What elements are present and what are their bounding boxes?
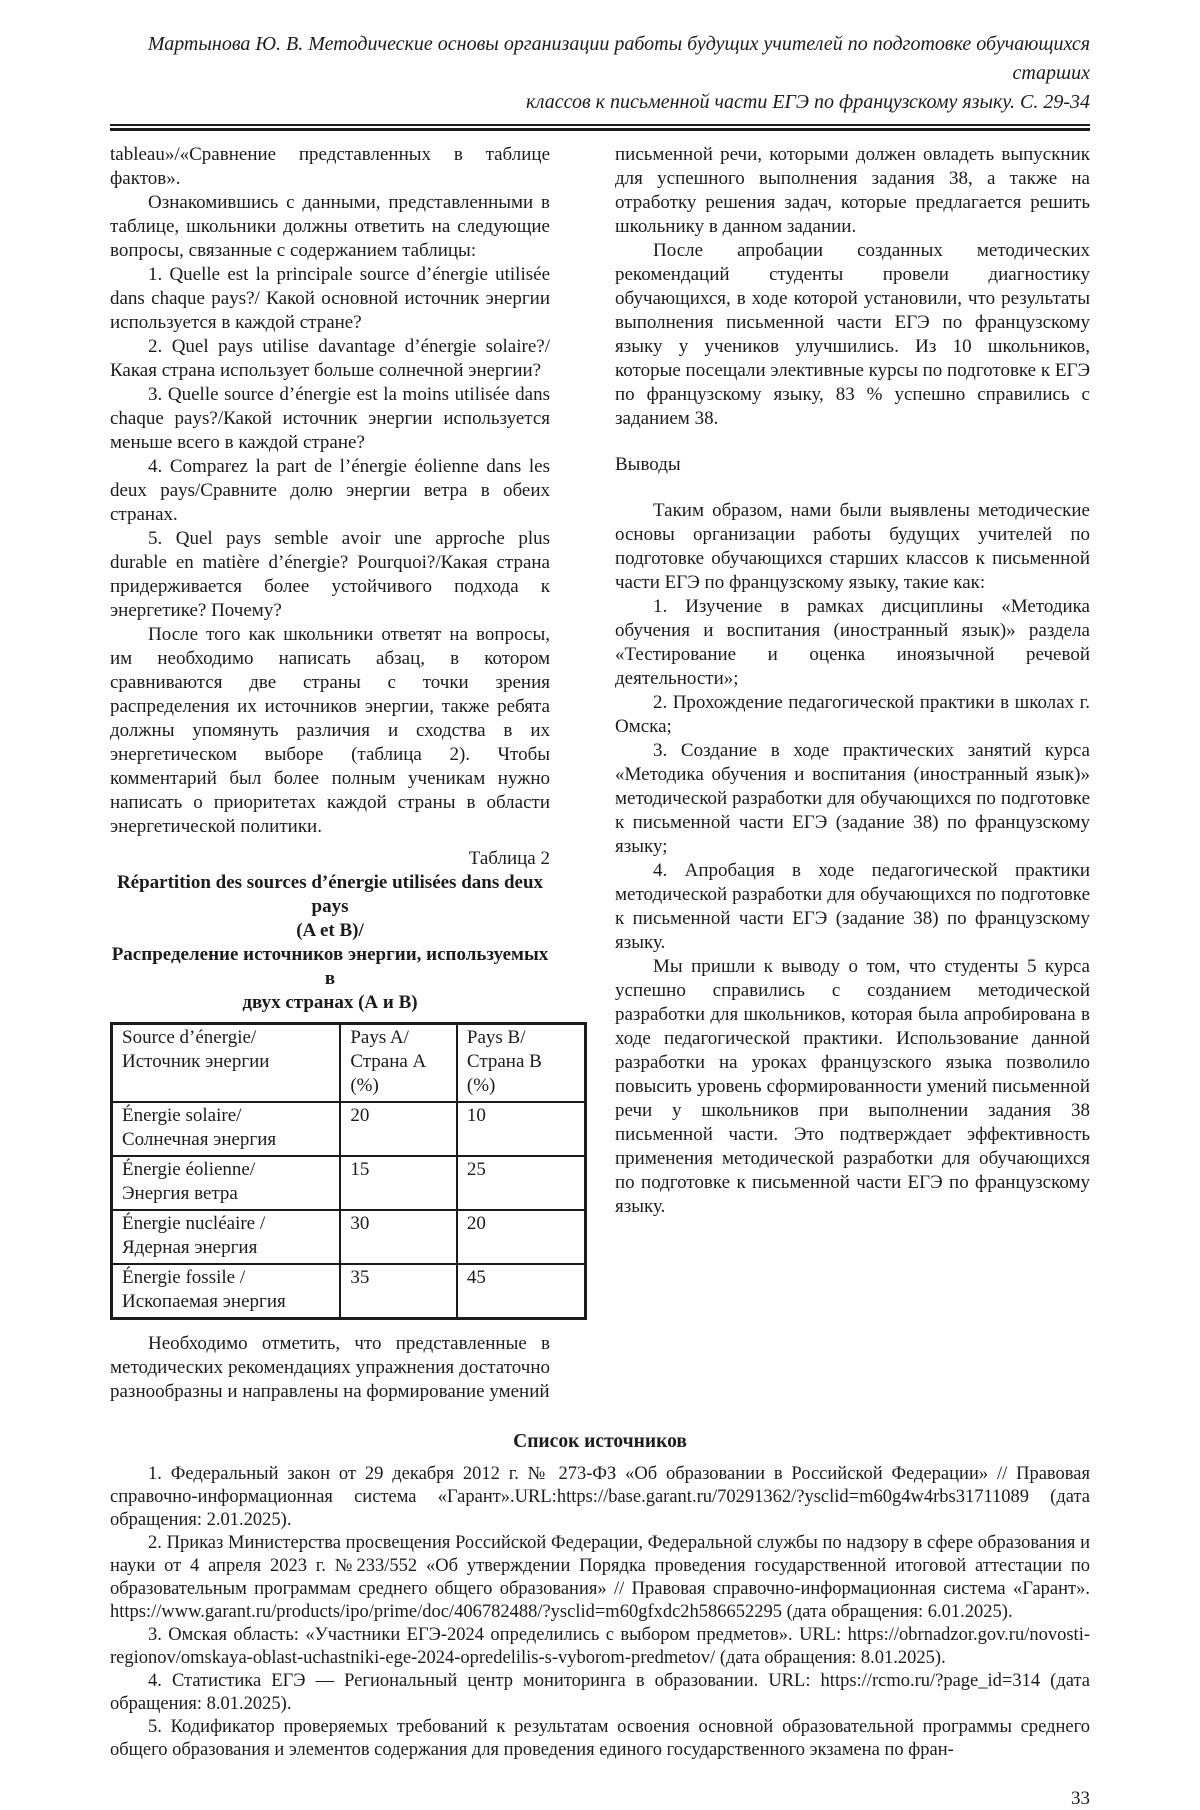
table-number-label: Таблица 2 <box>468 848 550 869</box>
conclusion-item-3: 3. Создание в ходе практических занятий курса «Методика обучения и воспитания (иностранный язык)» методической разработки для обучающихся по подготовке к письменной части ЕГЭ (задание 38) по французскому языку; <box>615 740 1090 857</box>
question-2: 2. Quel pays utilise davantage d’énergie solaire?/Какая страна использует больше солнечной энергии? <box>110 336 550 381</box>
running-head-line-2: классов к письменной части ЕГЭ по французскому языку. С. 29-34 <box>525 91 1090 113</box>
conclusions-intro-paragraph: Таким образом, нами были выявлены методические основы организации работы будущих учителей по подготовке обучающихся старших классов к письменной части ЕГЭ по французскому языку, такие как: <box>615 500 1090 593</box>
table-caption-ru-line1: Распределение источников энергии, используемых в <box>111 944 549 989</box>
reference-item-1: 1. Федеральный закон от 29 декабря 2012 г. № 273-ФЗ «Об образовании в Российской Федерации» // Правовая справочно-информационная система «Гарант».URL:https://base.garant.ru/70291362/?ysclid=m60g4w4rbs31711089 (дата обращения: 2.01.2025). <box>110 1464 1090 1530</box>
table-row-wind <box>112 1156 586 1210</box>
table-caption <box>110 871 550 1015</box>
header-cell-pays-a <box>340 1024 457 1103</box>
reference-item-3: 3. Омская область: «Участники ЕГЭ-2024 определились с выбором предметов». URL: https://obrnadzor.gov.ru/novosti-regionov/omskaya-oblast-uchastniki-ege-2024-opredelilis-s-vyborom-predmetov/ (дата обращения: 8.01.2025). <box>110 1625 1090 1668</box>
header-pays-b-line1: Pays B/ <box>466 1027 526 1048</box>
header-source-line1: Source d’énergie/ <box>122 1027 257 1048</box>
table-header-row <box>112 1024 586 1103</box>
header-cell-source <box>112 1024 341 1103</box>
header-cell-pays-b <box>457 1024 586 1103</box>
question-5: 5. Quel pays semble avoir une approche plus durable en matière d’énergie? Pourquoi?/Какая страна придерживается более устойчивого подхода к энергетике? Почему? <box>110 528 550 621</box>
closing-left-paragraph: Необходимо отметить, что представленные в методических рекомендациях упражнения достаточно разнообразны и направлены на формирование умений <box>110 1333 550 1402</box>
cell-solar-a: 20 <box>340 1102 457 1156</box>
conclusion-item-1: 1. Изучение в рамках дисциплины «Методика обучения и воспитания (иностранный язык)» раздела «Тестирование и оценка иноязычной речевой деятельности»; <box>615 596 1090 689</box>
two-column-body <box>110 143 1090 1404</box>
solar-label-ru: Солнечная энергия <box>122 1129 277 1150</box>
cell-solar-b: 10 <box>457 1102 586 1156</box>
cell-fossil-a: 35 <box>340 1264 457 1319</box>
diagnostics-paragraph: После апробации созданных методических рекомендаций студенты провели диагностику обучающихся, в ходе которой установили, что результаты выполнения письменной части ЕГЭ по французскому языку у учеников улучшились. Из 10 школьников, которые посещали элективные курсы по подготовке к ЕГЭ по французскому языку, 83 % успешно справились с заданием 38. <box>615 240 1090 429</box>
cell-wind-label <box>112 1156 341 1210</box>
cell-nuclear-label <box>112 1210 341 1264</box>
page-number: 33 <box>1071 1788 1090 1809</box>
continued-right-paragraph: письменной речи, которыми должен овладеть выпускник для успешного выполнения задания 38, а также на отработку решения задач, которые предлагается решить школьнику в данном задании. <box>615 144 1090 237</box>
table-row-solar <box>112 1102 586 1156</box>
nuclear-label-fr: Énergie nucléaire / <box>122 1213 266 1234</box>
final-paragraph: Мы пришли к выводу о том, что студенты 5 курса успешно справились с созданием методической разработки для школьников, которая была апробирована в ходе педагогической практики. Использование данной разработки на уроках французского языка позволило повысить уровень сформированности умений письменной речи у школьников при выполнении задания 38 письменной части. Это подтверждает эффективность применения методической разработки для обучающихся по подготовке к письменной части ЕГЭ по французскому языку. <box>615 956 1090 1217</box>
table-caption-ru-line2: двух странах (А и В) <box>242 992 418 1013</box>
cell-wind-b: 25 <box>457 1156 586 1210</box>
task-paragraph: После того как школьники ответят на вопросы, им необходимо написать абзац, в котором сравниваются две страны с точки зрения распределения их источников энергии, также ребята должны упомянуть различия и сходства в их энергетическом выборе (таблица 2). Чтобы комментарий был более полным ученикам нужно написать о приоритетах каждой страны в области энергетической политики. <box>110 624 550 837</box>
header-pays-a-line1: Pays A/ <box>350 1027 409 1048</box>
conclusions-heading: Выводы <box>615 454 681 475</box>
question-3: 3. Quelle source d’énergie est la moins utilisée dans chaque pays?/Какой источник энергии используется меньше всего в каждой стране? <box>110 384 550 453</box>
left-column <box>110 143 550 1404</box>
fossil-label-fr: Énergie fossile / <box>122 1267 246 1288</box>
header-pays-b-line2: Страна В (%) <box>466 1051 542 1096</box>
cell-solar-label <box>112 1102 341 1156</box>
energy-sources-table <box>110 1022 587 1320</box>
continued-paragraph: tableau»/«Сравнение представленных в таблице фактов». <box>110 144 550 189</box>
reference-item-5: 5. Кодификатор проверяемых требований к результатам освоения основной образовательной программы среднего общего образования и элементов содержания для проведения единого государственного экзамена по фран- <box>110 1717 1090 1760</box>
table-row-fossil <box>112 1264 586 1319</box>
table-row-nuclear <box>112 1210 586 1264</box>
wind-label-ru: Энергия ветра <box>122 1183 238 1204</box>
references-heading: Список источников <box>513 1431 687 1452</box>
references-section <box>110 1430 1090 1762</box>
fossil-label-ru: Ископаемая энергия <box>122 1291 286 1312</box>
running-head-line-1: Мартынова Ю. В. Методические основы организации работы будущих учителей по подготовке обучающихся старших <box>147 33 1090 84</box>
cell-fossil-b: 45 <box>457 1264 586 1319</box>
wind-label-fr: Énergie éolienne/ <box>122 1159 256 1180</box>
table-caption-fr-line2: (A et B)/ <box>296 920 364 941</box>
reference-item-4: 4. Статистика ЕГЭ — Региональный центр мониторинга в образовании. URL: https://rcmo.ru/?page_id=314 (дата обращения: 8.01.2025). <box>110 1671 1090 1714</box>
cell-nuclear-b: 20 <box>457 1210 586 1264</box>
conclusion-item-4: 4. Апробация в ходе педагогической практики методической разработки для обучающихся по подготовке к письменной части ЕГЭ (задание 38) по французскому языку. <box>615 860 1090 953</box>
right-column <box>615 143 1090 1404</box>
header-pays-a-line2: Страна А (%) <box>350 1051 427 1096</box>
question-1: 1. Quelle est la principale source d’énergie utilisée dans chaque pays?/ Какой основной источник энергии используется в каждой стране? <box>110 264 550 333</box>
question-4: 4. Comparez la part de l’énergie éolienne dans les deux pays/Сравните долю энергии ветра в обеих странах. <box>110 456 550 525</box>
intro-paragraph: Ознакомившись с данными, представленными в таблице, школьники должны ответить на следующие вопросы, связанные с содержанием таблицы: <box>110 192 550 261</box>
running-head <box>110 30 1090 117</box>
cell-nuclear-a: 30 <box>340 1210 457 1264</box>
solar-label-fr: Énergie solaire/ <box>122 1105 242 1126</box>
cell-fossil-label <box>112 1264 341 1319</box>
cell-wind-a: 15 <box>340 1156 457 1210</box>
conclusion-item-2: 2. Прохождение педагогической практики в школах г. Омска; <box>615 692 1090 737</box>
table-caption-fr-line1: Répartition des sources d’énergie utilisées dans deux pays <box>116 872 544 917</box>
header-rule <box>110 124 1090 131</box>
nuclear-label-ru: Ядерная энергия <box>122 1237 258 1258</box>
reference-item-2: 2. Приказ Министерства просвещения Российской Федерации, Федеральной службы по надзору в сфере образования и науки от 4 апреля 2023 г. №233/552 «Об утверждении Порядка проведения государственной итоговой аттестации по образовательным программам среднего общего образования» // Правовая справочно-информационная система «Гарант». https://www.garant.ru/products/ipo/prime/doc/406782488/?ysclid=m60gfxdc2h586652295 (дата обращения: 6.01.2025). <box>110 1533 1090 1622</box>
header-source-line2: Источник энергии <box>122 1051 270 1072</box>
